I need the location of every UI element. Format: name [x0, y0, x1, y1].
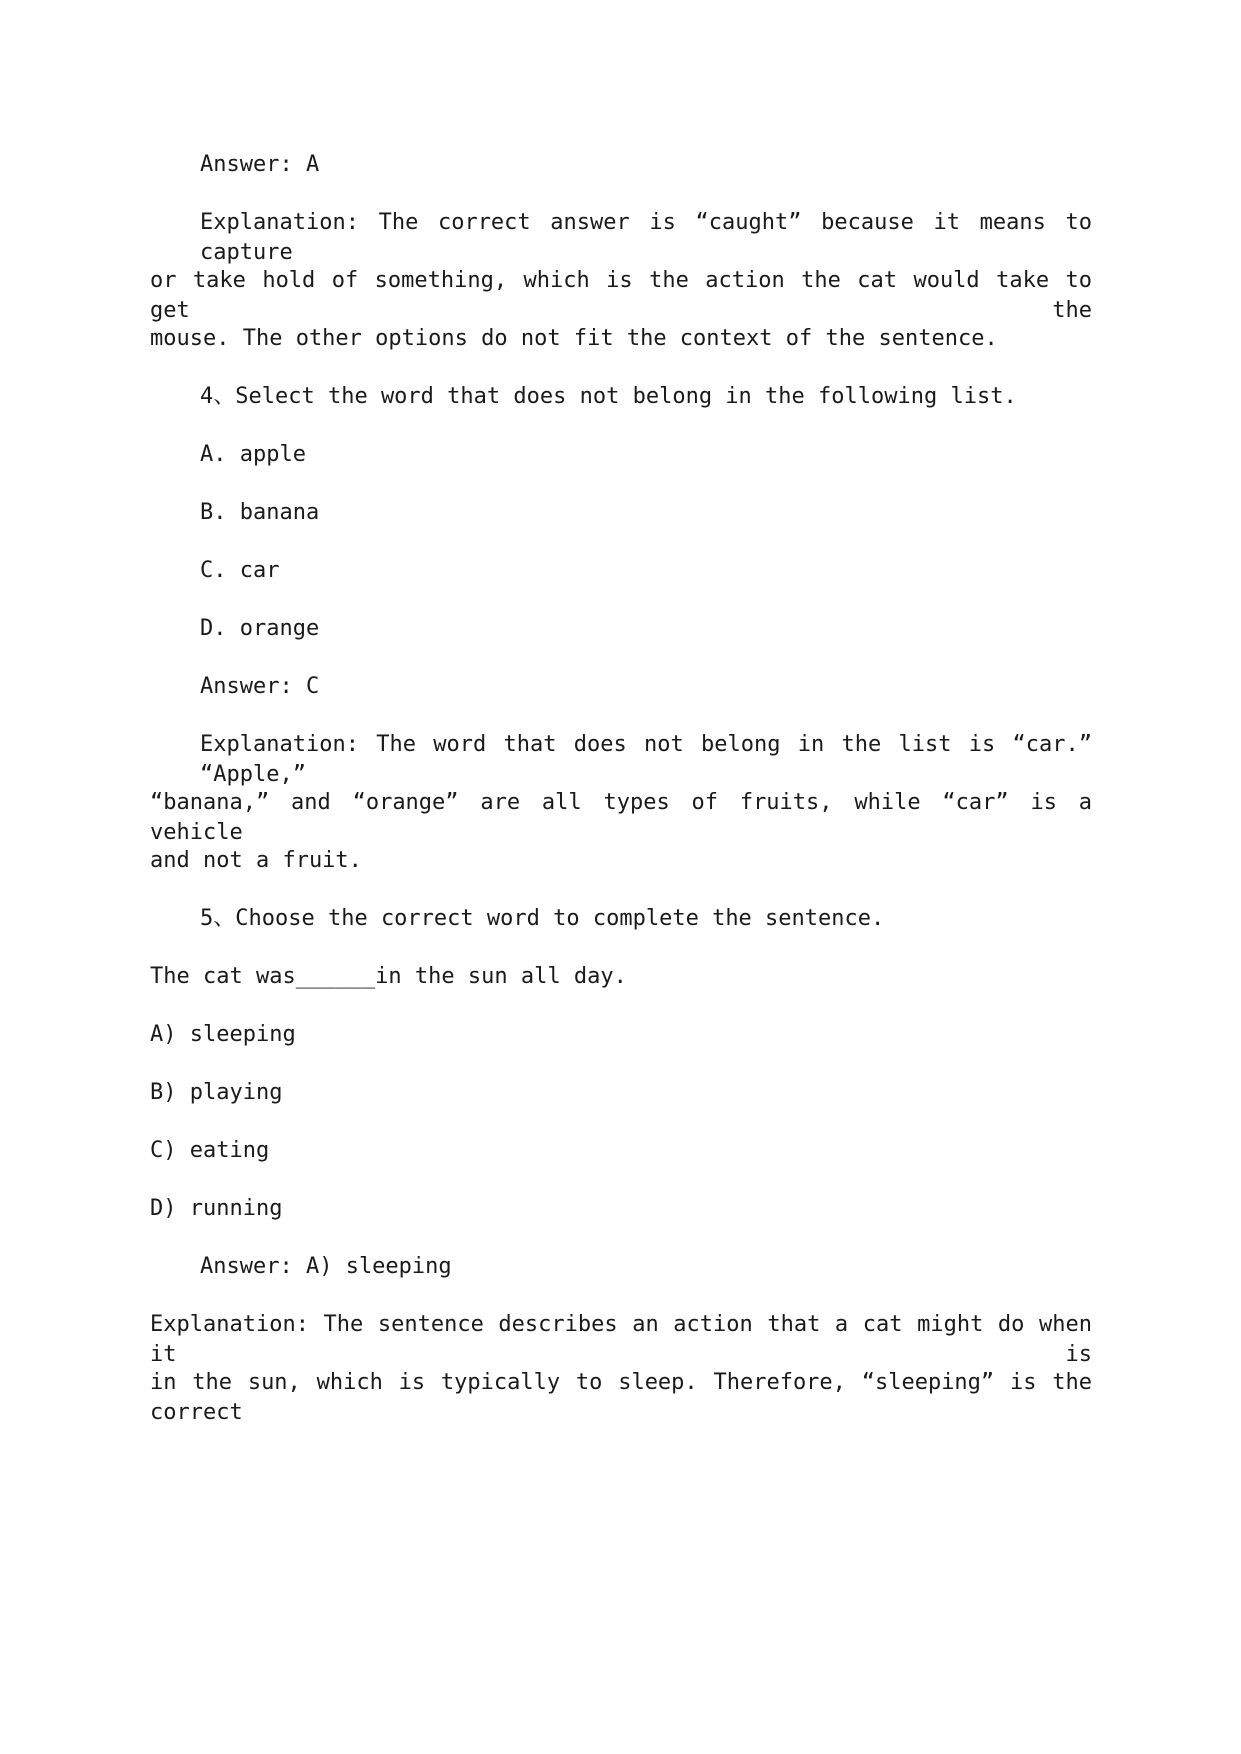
q4-option-c: C. car: [200, 558, 280, 583]
q5-explanation-line-1: Explanation: The sentence describes an action that a cat might do when it is: [150, 1312, 1092, 1367]
q5-option-c: C) eating: [150, 1138, 270, 1163]
q4-question: 4、Select the word that does not belong in the following list.: [200, 384, 1017, 409]
q3-explanation-line-3: mouse. The other options do not fit the context of the sentence.: [150, 326, 998, 351]
q3-explanation-line-1: Explanation: The correct answer is “caught” because it means to capture: [200, 210, 1092, 265]
q5-answer: Answer: A) sleeping: [200, 1254, 452, 1279]
q5-explanation-line-2: in the sun, which is typically to sleep. Therefore, “sleeping” is the correct: [150, 1370, 1092, 1425]
q3-answer: Answer: A: [200, 152, 320, 177]
q4-option-a: A. apple: [200, 442, 306, 467]
q4-answer: Answer: C: [200, 674, 320, 699]
q4-explanation-line-3: and not a fruit.: [150, 848, 362, 873]
q4-explanation-line-2: “banana,” and “orange” are all types of fruits, while “car” is a vehicle: [150, 790, 1092, 845]
q5-sentence: The cat was______in the sun all day.: [150, 964, 627, 989]
q3-explanation-line-2: or take hold of something, which is the action the cat would take to get the: [150, 268, 1092, 323]
q5-option-b: B) playing: [150, 1080, 283, 1105]
q5-option-d: D) running: [150, 1196, 283, 1221]
q5-question: 5、Choose the correct word to complete the sentence.: [200, 906, 885, 931]
q4-option-d: D. orange: [200, 616, 320, 641]
q5-option-a: A) sleeping: [150, 1022, 296, 1047]
q4-explanation-line-1: Explanation: The word that does not belong in the list is “car.” “Apple,”: [200, 732, 1092, 787]
q4-option-b: B. banana: [200, 500, 320, 525]
